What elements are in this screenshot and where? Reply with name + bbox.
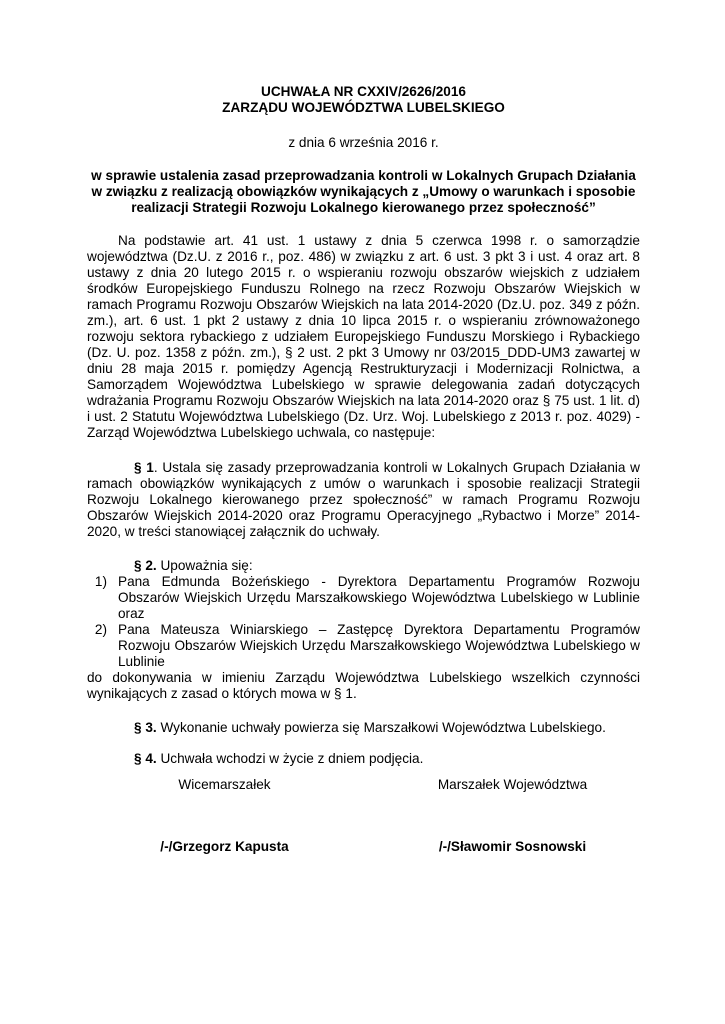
issuing-body: ZARZĄDU WOJEWÓDZTWA LUBELSKIEGO — [222, 100, 505, 115]
list-item-text: Pana Mateusza Winiarskiego – Zastępcę Dyrektora Departamentu Programów Rozwoju Obszarów Wiejskich Urzędu Marszałkowskiego Województwa Lubelskiego w Lublinie — [118, 622, 640, 669]
list-item-number: 2) — [94, 622, 107, 637]
signature-block — [87, 777, 640, 855]
section-3-text: Wykonanie uchwały powierza się Marszałkowi Województwa Lubelskiego. — [156, 720, 606, 735]
left-signatory-name: /-/Grzegorz Kapusta — [160, 839, 289, 854]
section-2-closing: do dokonywania w imieniu Zarządu Województwa Lubelskiego wszelkich czynności wynikających z zasad o których mowa w § 1. — [87, 670, 640, 701]
section-2-mark: § 2. — [134, 558, 157, 573]
section-4 — [87, 751, 640, 767]
section-2 — [87, 558, 640, 574]
resolution-number: UCHWAŁA NR CXXIV/2626/2016 — [261, 84, 466, 99]
section-1-mark: § 1 — [134, 460, 154, 475]
list-item — [87, 622, 640, 670]
section-3-mark: § 3. — [134, 720, 157, 735]
section-3 — [87, 720, 640, 736]
list-item-number: 1) — [94, 574, 107, 589]
document-body — [87, 84, 640, 767]
section-4-mark: § 4. — [134, 751, 157, 766]
right-signatory-role: Marszałek Województwa — [437, 777, 588, 792]
right-signatory-name: /-/Sławomir Sosnowski — [438, 839, 587, 854]
section-1-text: . Ustala się zasady przeprowadzania kontroli w Lokalnych Grupach Działania w ramach obowiązków wynikających z umów o warunkach i sposobie realizacji Strategii Rozwoju Lokalnego kierowanego przez społeczność” w ramach Programu Rozwoju Obszarów Wiejskich 2014-2020 oraz Programu Operacyjnego „Rybactwo i Morze” 2014-2020, w treści stanowiącej załącznik do uchwały. — [87, 460, 640, 539]
legal-basis-preamble: Na podstawie art. 41 ust. 1 ustawy z dnia 5 czerwca 1998 r. o samorządzie województwa (Dz.U. z 2016 r., poz. 486) w związku z art. 6 ust. 3 pkt 3 i ust. 4 oraz art. 8 ustawy z dnia 20 lutego 2015 r. o wspieraniu rozwoju obszarów wiejskich z udziałem środków Europejskiego Funduszu Rolnego na rzecz Rozwoju Obszarów Wiejskich w ramach Programu Rozwoju Obszarów Wiejskich na lata 2014-2020 (Dz.U. poz. 349 z późn. zm.), art. 6 ust. 1 pkt 2 ustawy z dnia 10 lipca 2015 r. o wspieraniu zrównoważonego rozwoju sektora rybackiego z udziałem Europejskiego Funduszu Morskiego i Rybackiego (Dz. U. poz. 1358 z późn. zm.), § 2 ust. 2 pkt 3 Umowy nr 03/2015_DDD-UM3 zawartej w dniu 28 maja 2015 r. pomiędzy Agencją Restrukturyzacji i Modernizacji Rolnictwa, a Samorządem Województwa Lubelskiego w sprawie delegowania zadań dotyczących wdrażania Programu Rozwoju Obszarów Wiejskich na lata 2014-2020 oraz § 75 ust. 1 lit. d) i ust. 2 Statutu Województwa Lubelskiego (Dz. Urz. Woj. Lubelskiego z 2013 r. poz. 4029) - Zarząd Województwa Lubelskiego uchwala, co następuje: — [87, 233, 640, 440]
resolution-date: z dnia 6 września 2016 r. — [288, 135, 439, 150]
list-item — [87, 574, 640, 622]
left-signatory-role: Wicemarszałek — [178, 777, 271, 792]
section-4-text: Uchwała wchodzi w życie z dniem podjęcia. — [156, 751, 424, 766]
resolution-subject: w sprawie ustalenia zasad przeprowadzania kontroli w Lokalnych Grupach Działania w związku z realizacją obowiązków wynikających z „Umowy o warunkach i sposobie realizacji Strategii Rozwoju Lokalnego kierowanego przez społeczność” — [91, 168, 636, 215]
section-1 — [87, 460, 640, 540]
section-2-text: Upoważnia się: — [156, 558, 253, 573]
list-item-text: Pana Edmunda Bożeńskiego - Dyrektora Departamentu Programów Rozwoju Obszarów Wiejskich Urzędu Marszałkowskiego Województwa Lubelskiego w Lublinie oraz — [118, 574, 640, 621]
authorized-persons-list — [87, 574, 640, 670]
